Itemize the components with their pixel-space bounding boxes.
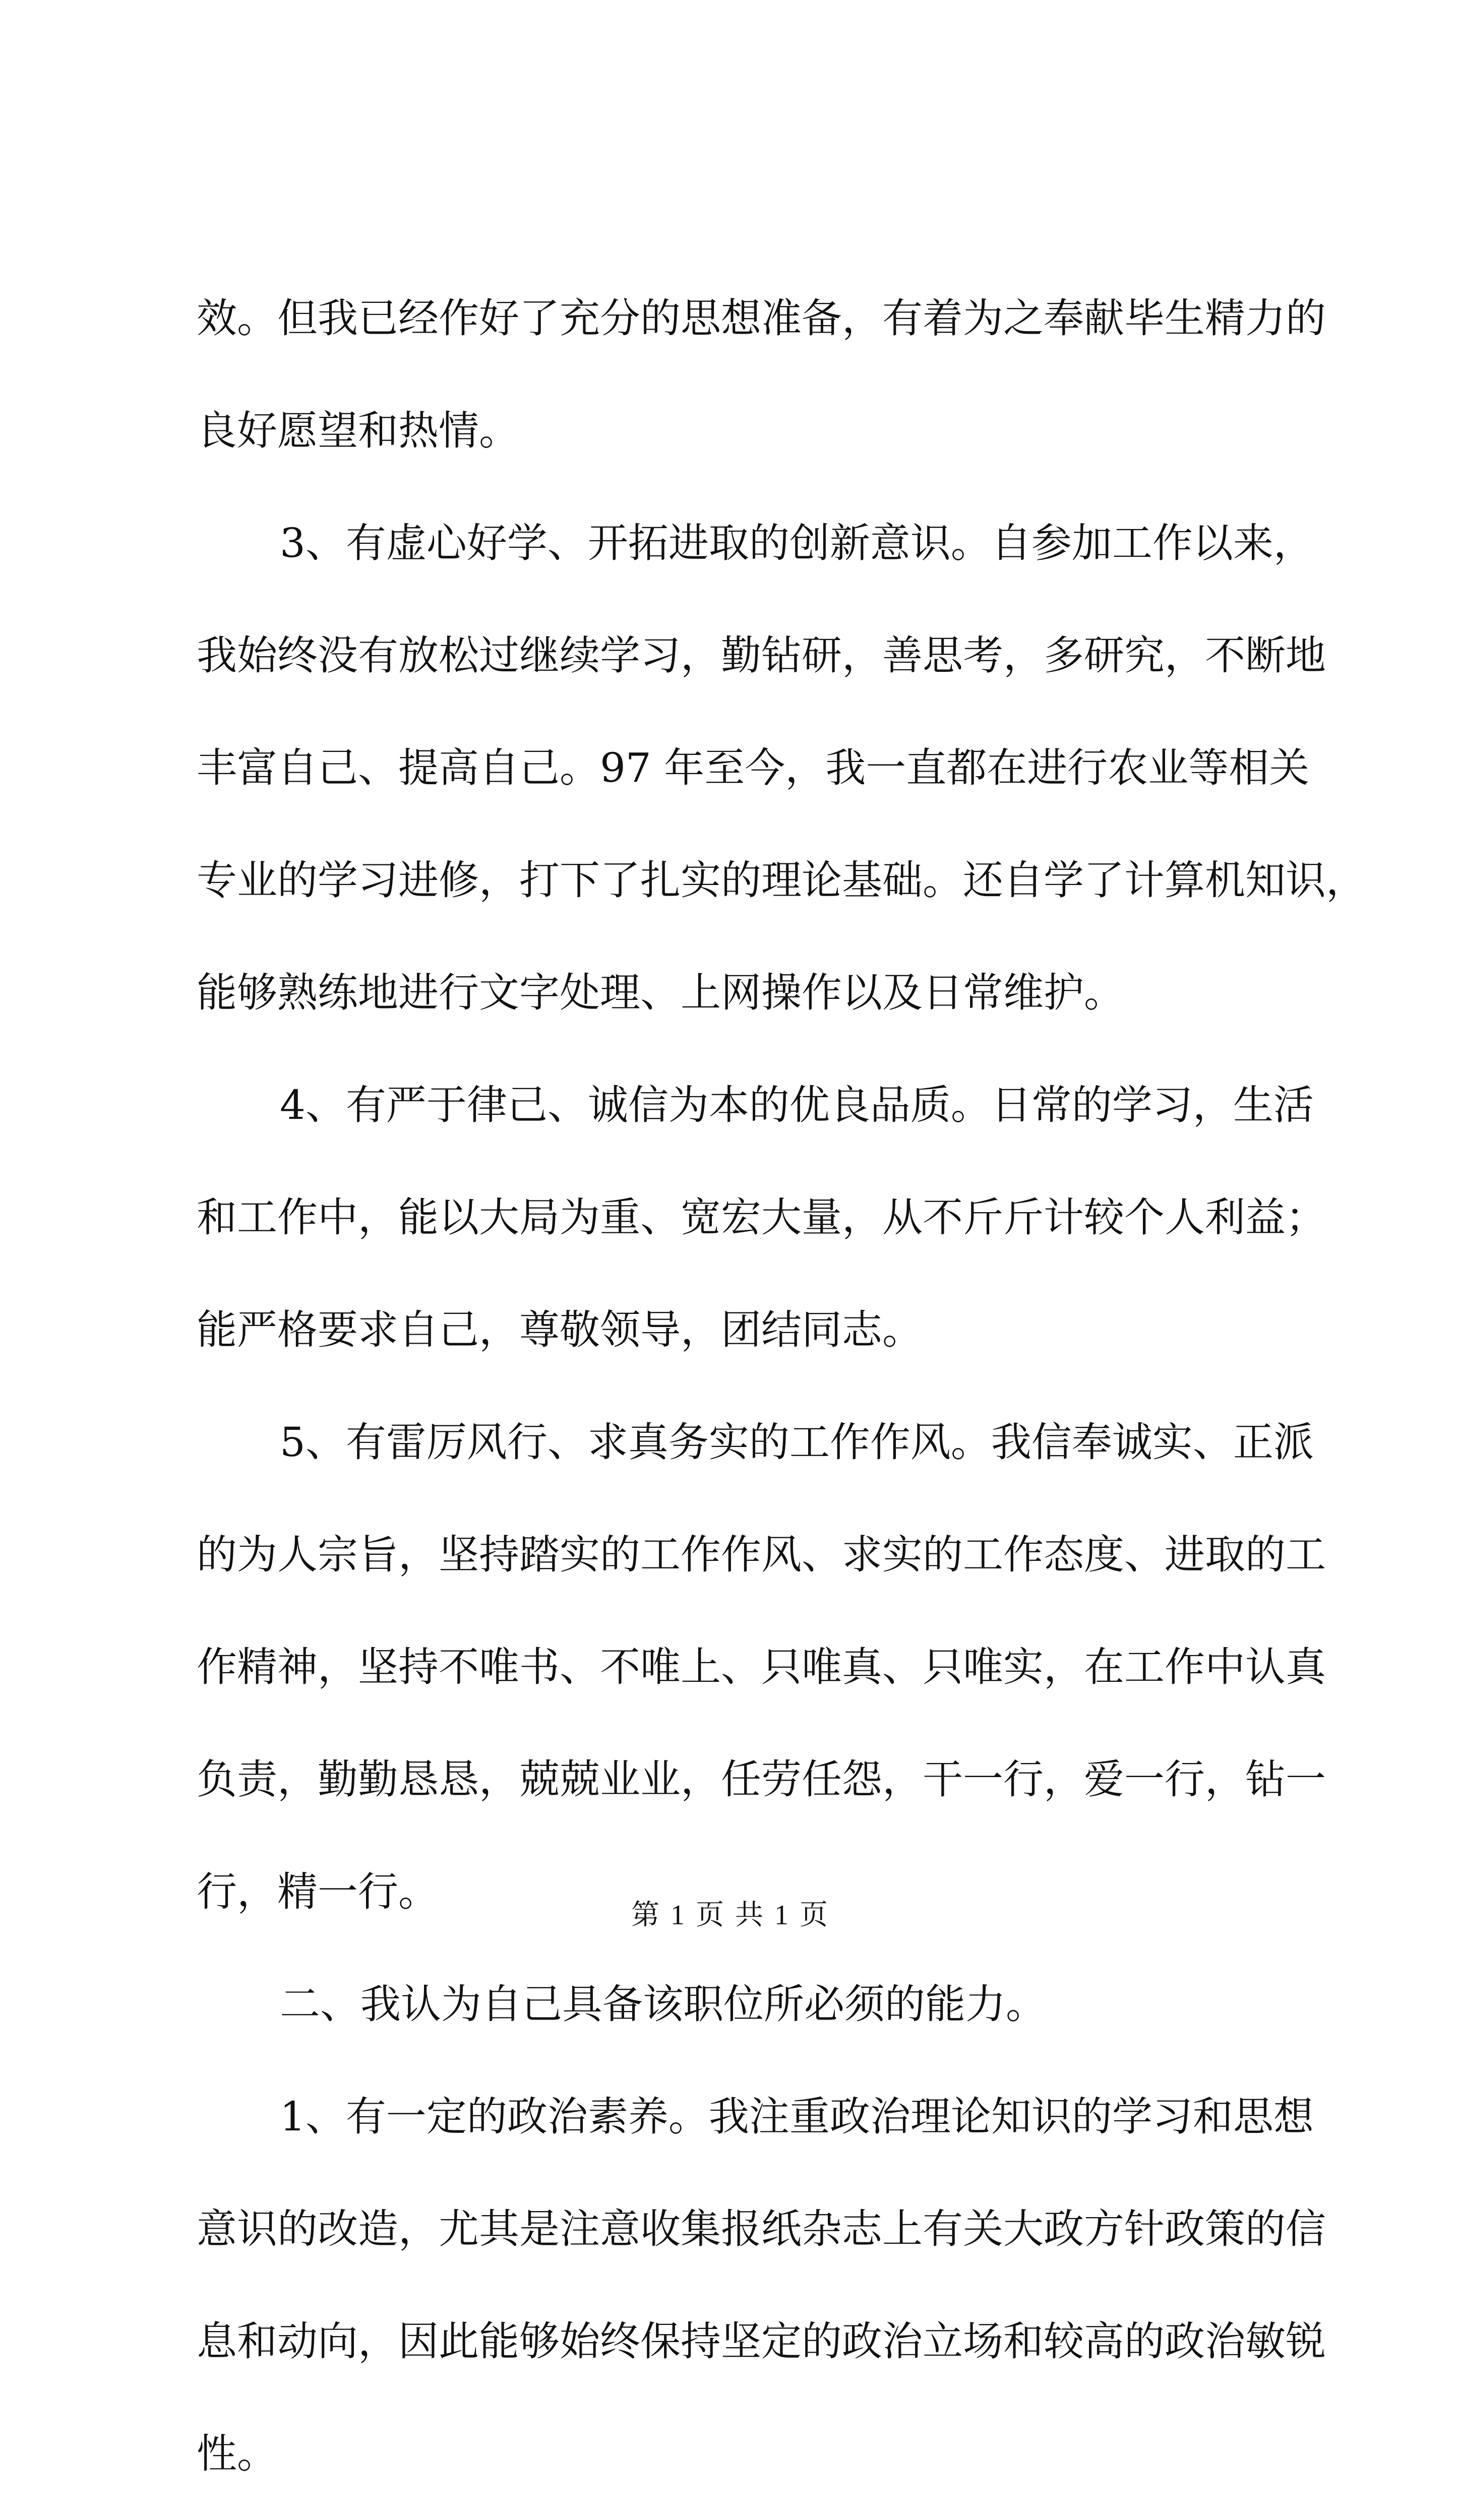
section-heading: 二、我认为自己具备该职位所必须的能力。 (280, 1981, 1046, 2028)
paragraph-line: 能严格要求自己，尊敬领导，团结同志。 (197, 1306, 923, 1353)
paragraph-line: 息和动向，因此能够始终保持坚定的政治立场和较高的政治敏锐 (197, 2318, 1326, 2365)
document-body (197, 262, 1366, 2520)
paragraph-line: 能够熟练地进行文字处理、上网操作以及日常维护。 (197, 969, 1124, 1016)
paragraph-line: 4、有严于律己、诚信为本的优良品质。日常的学习，生活 (280, 1082, 1314, 1128)
paragraph-line: 和工作中，能以大局为重、宽宏大量，从不斤斤计较个人利益； (197, 1194, 1326, 1241)
paragraph-line: 专业的学习进修，打下了扎实的理论基础。还自学了计算机知识， (197, 857, 1366, 904)
paragraph-line: 性。 (197, 2430, 277, 2477)
paragraph-line: 的为人宗旨，坚持踏实的工作作风、求实的工作态度、进取的工 (197, 1531, 1326, 1578)
paragraph-line: 负责，勤勤恳恳，兢兢业业，任劳任怨，干一行，爱一行，钻一 (197, 1756, 1326, 1803)
page-number-footer: 第 1 页 共 1 页 (631, 1900, 828, 1931)
paragraph-line: 1、有一定的政治素养。我注重政治理论知识的学习和思想 (280, 2093, 1314, 2140)
paragraph-line: 3、有虚心好学、开拓进取的创新意识。自参加工作以来， (280, 520, 1314, 566)
paragraph-line: 我始终没有放松过继续学习，勤钻研，善思考，多研究，不断地 (197, 632, 1326, 679)
paragraph-line: 行，精一行。 (197, 1868, 439, 1915)
paragraph-line: 作精神，坚持不唯书、不唯上、只唯真、只唯实，在工作中认真 (197, 1644, 1326, 1690)
paragraph-line: 良好愿望和热情。 (197, 407, 519, 454)
paragraph-line: 5、有雷厉风行、求真务实的工作作风。我信奉诚实、正派 (280, 1419, 1314, 1466)
paragraph-line (197, 2510, 1278, 2520)
paragraph-line: 丰富自己、提高自己。97 年至今，我一直都在进行农业等相关 (197, 744, 1310, 791)
paragraph-line: 效。但我已经作好了充分的思想准备，有着为之奉献毕生精力的 (197, 295, 1326, 342)
paragraph-line: 意识的改造，尤其是注意收集报纸杂志上有关大政方针政策的信 (197, 2206, 1326, 2252)
